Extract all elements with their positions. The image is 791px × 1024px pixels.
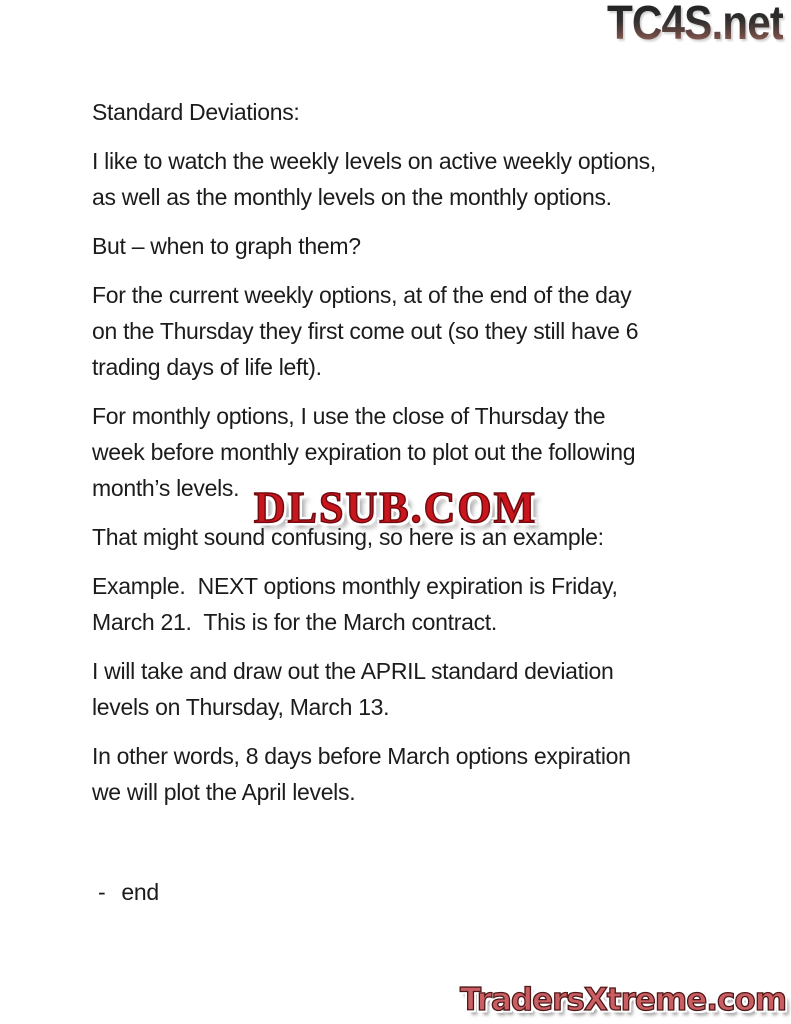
- paragraph: [92, 143, 717, 215]
- text-line: But – when to graph them?: [92, 233, 361, 259]
- end-marker-label: end: [121, 879, 159, 905]
- paragraph: [92, 738, 717, 810]
- paragraph: [92, 653, 717, 725]
- text-line: Standard Deviations:: [92, 99, 300, 125]
- paragraph: [92, 277, 717, 385]
- dlsub-watermark: DLSUB.COM: [253, 483, 538, 532]
- text-line: In other words, 8 days before March options expiration: [92, 743, 631, 769]
- tc4s-logo: TC4S.net: [606, 0, 783, 50]
- text-line: as well as the monthly levels on the monthly options.: [92, 184, 612, 210]
- text-line: trading days of life left).: [92, 354, 322, 380]
- paragraph: [92, 568, 717, 640]
- paragraph: [92, 228, 717, 264]
- text-line: Example. NEXT options monthly expiration is Friday,: [92, 573, 618, 599]
- end-marker: [92, 874, 717, 910]
- end-marker-dash: -: [98, 879, 106, 905]
- text-line: For monthly options, I use the close of Thursday the: [92, 403, 606, 429]
- text-line: I like to watch the weekly levels on active weekly options,: [92, 148, 656, 174]
- text-line: I will take and draw out the APRIL standard deviation: [92, 658, 614, 684]
- text-line: levels on Thursday, March 13.: [92, 694, 390, 720]
- text-line: we will plot the April levels.: [92, 779, 356, 805]
- text-line: For the current weekly options, at of the end of the day: [92, 282, 632, 308]
- text-line: on the Thursday they first come out (so they still have 6: [92, 318, 639, 344]
- paragraph: [92, 94, 717, 130]
- tradersxtreme-logo: TradersXtreme.com: [459, 982, 786, 1018]
- text-line: That might sound confusing, so here is an example:: [92, 524, 604, 550]
- text-line: March 21. This is for the March contract.: [92, 609, 497, 635]
- text-line: month’s levels.: [92, 475, 240, 501]
- text-line: week before monthly expiration to plot out the following: [92, 439, 636, 465]
